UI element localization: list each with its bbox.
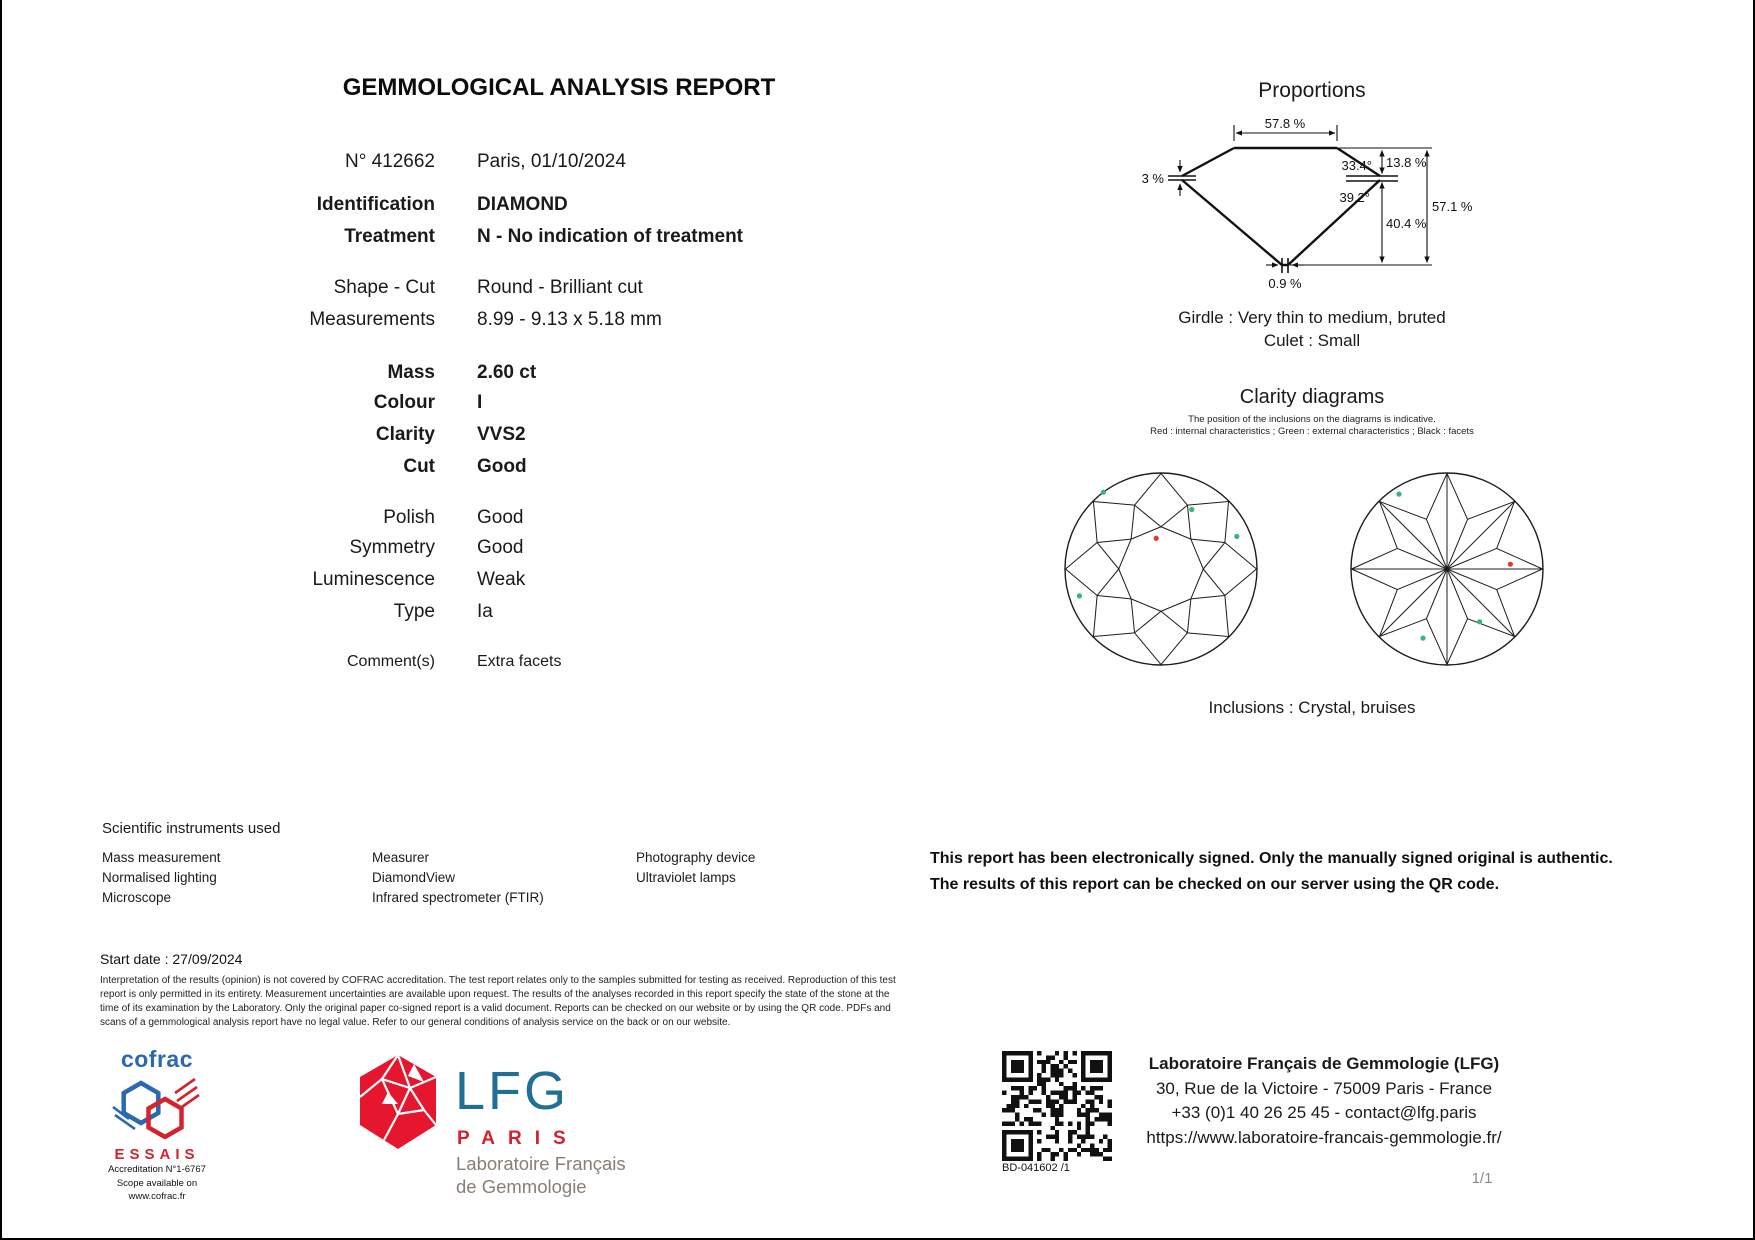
field-row-cut <box>97 454 777 480</box>
signature-line-1: This report has been electronically signed. Only the manually signed original is authentic. <box>930 850 1613 867</box>
pavilion-depth-pct-label: 40.4 % <box>1386 216 1427 231</box>
cofrac-logo <box>97 1046 217 1204</box>
lab-website: https://www.laboratoire-francais-gemmologie.fr/ <box>1146 1127 1502 1147</box>
field-value: I <box>477 392 483 413</box>
field-label: Comment(s) <box>346 653 435 670</box>
field-value: DIAMOND <box>477 194 568 215</box>
field-value: N - No indication of treatment <box>477 226 743 247</box>
instruments-column-2 <box>372 848 544 908</box>
field-value: Paris, 01/10/2024 <box>477 151 626 172</box>
report-title: GEMMOLOGICAL ANALYSIS REPORT <box>342 74 776 101</box>
field-label: Mass <box>387 362 435 383</box>
field-label: Clarity <box>375 424 435 445</box>
field-value: 2.60 ct <box>477 362 537 383</box>
cofrac-scope-2: www.cofrac.fr <box>128 1191 186 1202</box>
field-value: Good <box>477 537 524 558</box>
field-row-type <box>97 599 777 625</box>
lfg-hexagon-icon <box>354 1052 442 1152</box>
field-value: Round - Brilliant cut <box>477 277 643 298</box>
signature-line-2: The results of this report can be checked on our server using the QR code. <box>930 876 1500 893</box>
girdle-pct-label: 3 % <box>1141 171 1164 186</box>
total-depth-pct-label: 57.1 % <box>1432 199 1473 214</box>
instrument-item: Measurer <box>372 850 430 865</box>
field-value: Good <box>477 507 524 528</box>
crown-height-pct-label: 13.8 % <box>1386 155 1427 170</box>
field-row-measurements <box>97 307 777 333</box>
clarity-title: Clarity diagrams <box>1239 386 1385 408</box>
cofrac-scope-1: Scope available on <box>116 1177 198 1189</box>
girdle-description: Girdle : Very thin to medium, bruted <box>1178 308 1446 327</box>
lfg-subtitle <box>456 1152 626 1198</box>
lab-contact-block <box>1124 1052 1524 1150</box>
clarity-note-1: The position of the inclusions on the diagrams is indicative. <box>1188 414 1436 425</box>
field-row-symmetry <box>97 535 777 561</box>
table-pct-label: 57.8 % <box>1264 116 1306 131</box>
lab-address: 30, Rue de la Victoire - 75009 Paris - France <box>1155 1078 1493 1098</box>
field-row-shape <box>97 275 777 301</box>
instrument-item: Photography device <box>636 850 756 865</box>
instrument-item: Normalised lighting <box>102 870 217 885</box>
pavilion-angle-label: 39.2° <box>1339 190 1370 205</box>
qr-code <box>1002 1051 1112 1161</box>
field-row-comments <box>97 651 777 673</box>
field-value: Good <box>477 456 527 477</box>
instrument-item: Microscope <box>102 890 172 905</box>
field-label: Colour <box>373 392 435 413</box>
field-label: Cut <box>403 456 435 477</box>
instrument-item: DiamondView <box>372 870 456 885</box>
crown-angle-label: 33.4° <box>1341 158 1372 173</box>
lfg-paris-label: PARIS <box>457 1128 579 1149</box>
proportions-diagram <box>1122 112 1482 302</box>
field-value: 8.99 - 9.13 x 5.18 mm <box>477 309 662 330</box>
field-value: Ia <box>477 601 493 622</box>
field-row-identification <box>97 192 777 218</box>
instruments-column-1 <box>102 848 221 908</box>
field-label: Shape - Cut <box>333 277 435 298</box>
field-label: Identification <box>316 194 435 215</box>
lfg-subtitle-line-2: de Gemmologie <box>456 1176 587 1197</box>
instruments-heading: Scientific instruments used <box>102 820 281 837</box>
cofrac-accreditation: Accreditation N°1-6767 <box>108 1164 206 1175</box>
field-row-treatment <box>97 224 777 250</box>
field-row-clarity <box>97 422 777 448</box>
culet-pct-label: 0.9 % <box>1268 276 1302 291</box>
lab-name: Laboratoire Français de Gemmologie (LFG) <box>1148 1054 1500 1073</box>
field-label: Treatment <box>344 226 435 247</box>
field-row-polish <box>97 505 777 531</box>
legal-paragraph: Interpretation of the results (opinion) is not covered by COFRAC accreditation. The test report relates only to the samples submitted for testing as received. Reproduction of this test report is only permitted in its entirety. Measurement uncertainties are available upon request. The results of the analyses recorded in this report specify the state of the stone at the time of its examination by the Laboratory. Only the original paper co-signed report is a valid document. Reports can be checked on our website or by using the QR code. PDFs and scans of a gemmological analysis report have no legal value. Refer to our general conditions of analysis service on the back or on our website. <box>100 975 896 1028</box>
proportions-title: Proportions <box>1258 79 1366 102</box>
lab-phone: +33 (0)1 40 26 25 45 - contact@lfg.paris <box>1171 1103 1477 1122</box>
field-label: Polish <box>383 507 435 528</box>
instrument-item: Ultraviolet lamps <box>636 870 736 885</box>
field-row-colour <box>97 390 777 416</box>
clarity-note-2: Red : internal characteristics ; Green : external characteristics ; Black : facets <box>1150 426 1474 437</box>
inclusions-text: Inclusions : Crystal, bruises <box>1208 698 1416 717</box>
instruments-column-3 <box>636 848 755 888</box>
cofrac-hexagons-icon <box>111 1073 203 1139</box>
instrument-item: Infrared spectrometer (FTIR) <box>372 890 544 905</box>
field-label: N° 412662 <box>345 151 435 172</box>
field-value: Weak <box>477 569 526 590</box>
field-label: Type <box>393 601 435 622</box>
field-row-mass <box>97 360 777 386</box>
field-value: Extra facets <box>477 653 562 670</box>
field-value: VVS2 <box>477 424 526 445</box>
start-date: Start date : 27/09/2024 <box>100 951 243 967</box>
cofrac-essais-label: ESSAIS <box>114 1146 200 1163</box>
signature-note <box>930 846 1613 898</box>
clarity-facet-diagrams <box>1042 450 1572 690</box>
page-number: 1/1 <box>1471 1170 1493 1187</box>
field-row-number <box>97 149 777 175</box>
lfg-subtitle-line-1: Laboratoire Français <box>456 1153 626 1174</box>
field-row-luminescence <box>97 567 777 593</box>
field-label: Measurements <box>309 309 435 330</box>
dimension-lines <box>1180 125 1432 265</box>
qr-code-label: BD-041602 /1 <box>1002 1162 1070 1174</box>
field-label: Symmetry <box>349 537 435 558</box>
cofrac-wordmark: cofrac <box>120 1046 194 1072</box>
field-label: Luminescence <box>312 569 435 590</box>
instrument-item: Mass measurement <box>102 850 221 865</box>
culet-description: Culet : Small <box>1263 331 1361 350</box>
lfg-wordmark: LFG <box>455 1061 570 1121</box>
